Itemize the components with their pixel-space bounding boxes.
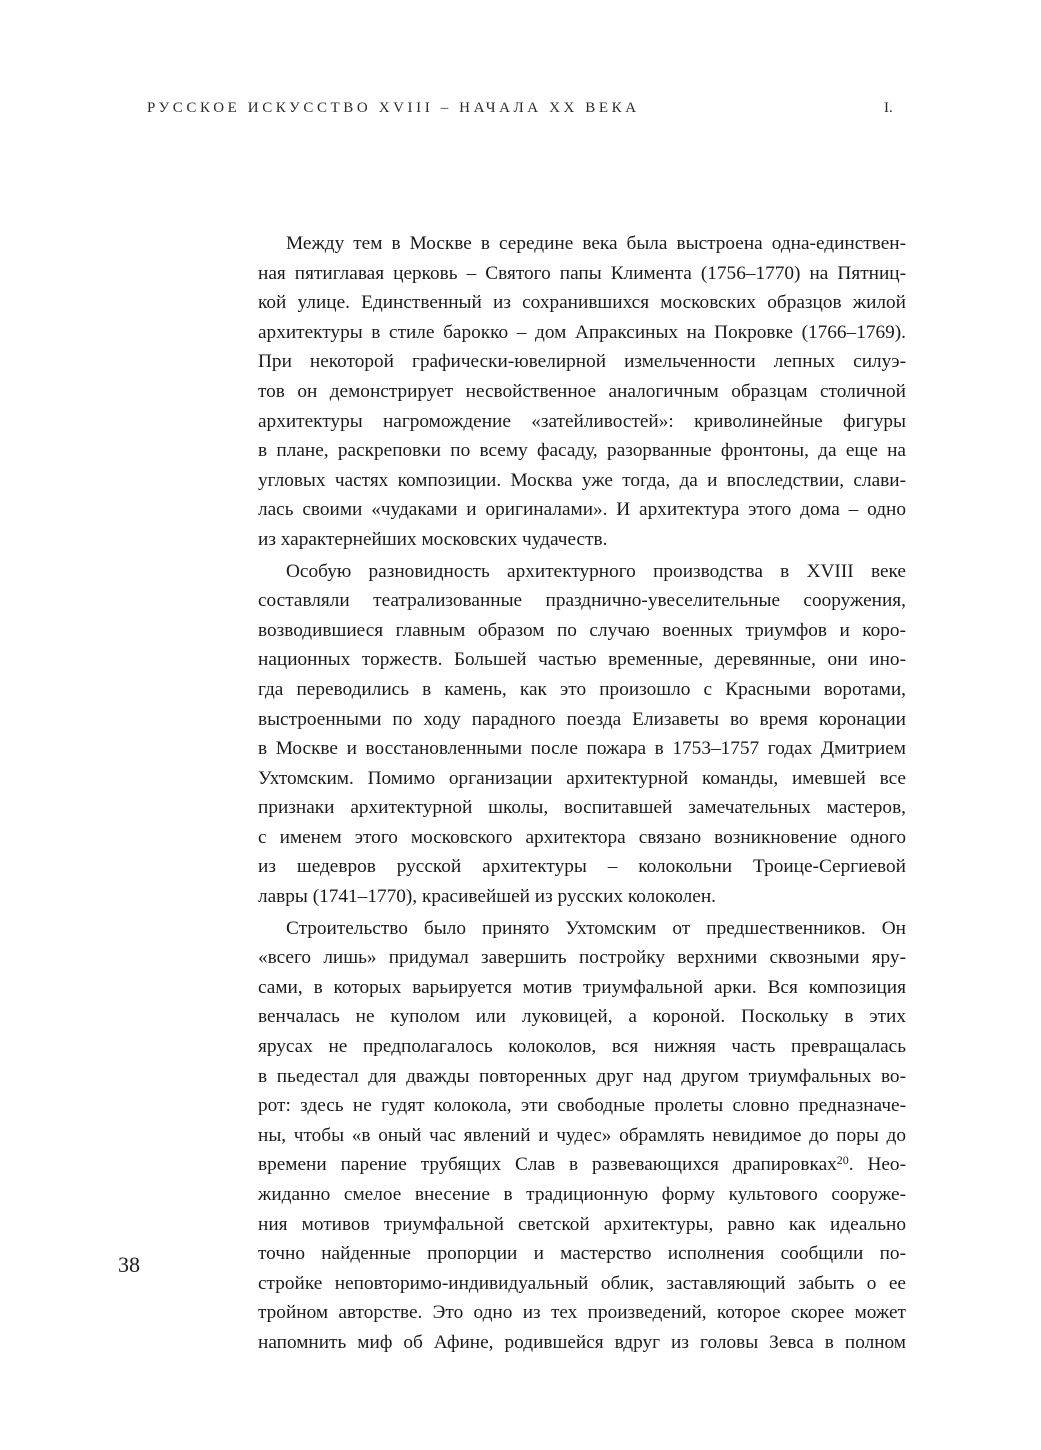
- text-line: сами, в которых варьируется мотив триумфальной арки. Вся композиция: [258, 976, 906, 998]
- text-line: тройном авторстве. Это одно из тех произведений, которое скорее может: [258, 1302, 906, 1324]
- text-line: лавры (1741–1770), красивейшей из русских колоколен.: [258, 886, 716, 908]
- body-text: [258, 229, 906, 1360]
- running-head-title: РУССКОЕ ИСКУССТВО XVIII – НАЧАЛА XX ВЕКА: [147, 100, 640, 116]
- text-line: рот: здесь не гудят колокола, эти свободные пролеты словно предназначе-: [258, 1095, 906, 1117]
- text-line: Строительство было принято Ухтомским от предшественников. Он: [286, 917, 906, 939]
- page-number: 38: [118, 1252, 140, 1277]
- footnote-line-text: времени парение трубящих Слав в развевающихся драпировках: [258, 1154, 837, 1176]
- text-line: ярусах не предполагалось колоколов, вся нижняя часть превращалась: [258, 1036, 906, 1058]
- paragraph-3: [258, 914, 906, 1358]
- text-line: Между тем в Москве в середине века была выстроена одна-единствен-: [286, 233, 906, 254]
- text-line: тов он демонстрирует несвойственное аналогичным образцам столичной: [258, 380, 906, 402]
- text-line: с именем этого московского архитектора связано возникновение одного: [258, 826, 906, 848]
- text-line: стройке неповторимо-индивидуальный облик, заставляющий забыть о ее: [258, 1272, 906, 1294]
- text-line: архитектуры в стиле барокко – дом Апраксиных на Покровке (1766–1769).: [258, 321, 906, 343]
- text-line: Особую разновидность архитектурного производства в XVIII веке: [286, 560, 906, 582]
- text-line: напомнить миф об Афине, родившейся вдруг из головы Зевса в полном: [258, 1331, 906, 1353]
- text-line: в плане, раскреповки по всему фасаду, разорванные фронтоны, да еще на: [258, 440, 906, 462]
- text-line: венчалась не куполом или луковицей, а короной. Поскольку в этих: [258, 1006, 906, 1028]
- text-line: возводившиеся главным образом по случаю военных триумфов и коро-: [258, 619, 906, 641]
- chapter-number: I.: [884, 100, 893, 116]
- text-line: «всего лишь» придумал завершить постройку верхними сквозными яру-: [258, 947, 906, 969]
- text-line: ная пятиглавая церковь – Святого папы Климента (1756–1770) на Пятниц-: [258, 262, 906, 284]
- footnote-reference[interactable]: 20: [836, 1153, 849, 1168]
- text-line: лась своими «чудаками и оригиналами». И архитектура этого дома – одно: [258, 499, 906, 521]
- text-line: точно найденные пропорции и мастерство исполнения сообщили по-: [258, 1243, 906, 1265]
- footnote-line-tail: . Нео-: [848, 1154, 906, 1176]
- text-line: гда переводились в камень, как это произошло с Красными воротами,: [258, 678, 906, 700]
- text-line: из характернейших московских чудачеств.: [258, 528, 608, 550]
- text-line: Ухтомским. Помимо организации архитектурной команды, имевшей все: [258, 767, 906, 789]
- text-line: кой улице. Единственный из сохранившихся московских образцов жилой: [258, 292, 906, 314]
- text-line-with-footnote: [258, 1150, 906, 1180]
- paragraph-1: [258, 229, 906, 555]
- text-line: в Москве и восстановленными после пожара в 1753–1757 годах Дмитрием: [258, 738, 906, 760]
- text-line: выстроенными по ходу парадного поезда Елизаветы во время коронации: [258, 708, 906, 730]
- paragraph-2: [258, 557, 906, 912]
- text-line: угловых частях композиции. Москва уже тогда, да и впоследствии, слави-: [258, 469, 906, 491]
- text-line: При некоторой графически-ювелирной измельченности лепных силуэ-: [258, 351, 906, 373]
- text-line: национных торжеств. Большей частью временные, деревянные, они ино-: [258, 649, 906, 671]
- text-line: из шедевров русской архитектуры – колокольни Троице-Сергиевой: [258, 856, 906, 878]
- text-line: жиданно смелое внесение в традиционную форму культового сооруже-: [258, 1184, 906, 1205]
- text-line: архитектуры нагромождение «затейливостей»: криволинейные фигуры: [258, 410, 906, 432]
- text-line: ны, чтобы «в оный час явлений и чудес» обрамлять невидимое до поры до: [258, 1124, 906, 1146]
- text-line: ния мотивов триумфальной светской архитектуры, равно как идеально: [258, 1213, 906, 1235]
- text-line: в пьедестал для дважды повторенных друг над другом триумфальных во-: [258, 1065, 906, 1087]
- text-line: составляли театрализованные празднично-увеселительные сооружения,: [258, 590, 906, 612]
- text-line: признаки архитектурной школы, воспитавшей замечательных мастеров,: [258, 797, 906, 819]
